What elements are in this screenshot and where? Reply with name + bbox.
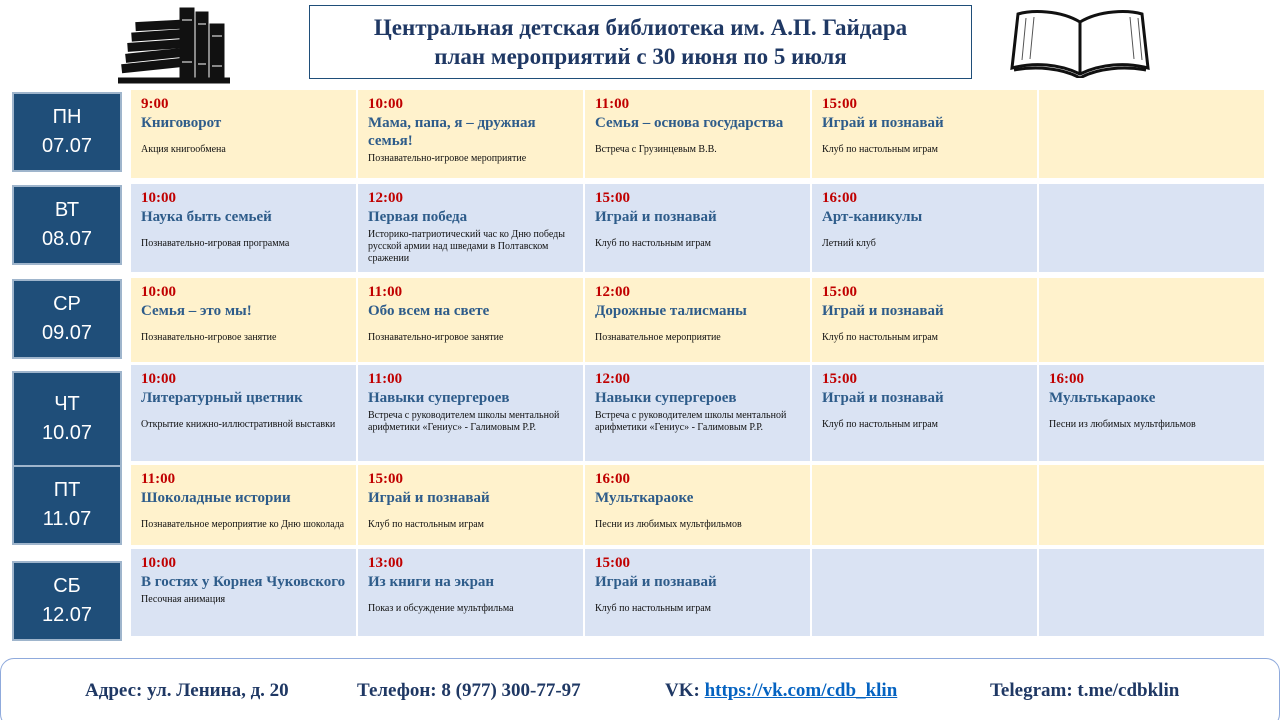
schedule-row [130,278,1265,362]
event-time: 15:00 [595,190,630,206]
schedule-row [130,365,1265,461]
event-cell [1038,90,1265,178]
schedule-row [130,184,1265,272]
event-cell [811,365,1038,461]
event-cell [584,465,811,545]
event-time: 16:00 [1049,371,1084,387]
event-cell [130,465,357,545]
event-cell [584,184,811,272]
day-date: 11.07 [42,508,92,530]
event-cell [1038,549,1265,636]
event-cell [811,90,1038,178]
title-line-1: Центральная детская библиотека им. А.П. Гайдара [373,15,908,40]
day-date: 08.07 [41,228,93,250]
event-title: Литературный цветник [141,390,303,406]
day-of-week: ЧТ [54,393,80,415]
event-title: В гостях у Корнея Чуковского [141,574,346,590]
event-title: Первая победа [368,209,468,225]
event-desc: Клуб по настольным играм [822,332,938,343]
event-cell [584,549,811,636]
event-desc: Встреча с руководителем школы ментальной арифметики «Гениус» - Галимовым Р.Р. [368,410,560,433]
event-title: Дорожные талисманы [595,303,747,319]
event-desc: Песни из любимых мультфильмов [1049,419,1196,430]
event-time: 13:00 [368,555,403,571]
event-cell [130,365,357,461]
event-time: 12:00 [595,284,630,300]
event-desc: Познавательно-игровое занятие [141,332,277,343]
event-title: Наука быть семьей [141,209,272,225]
event-desc: Песочная анимация [141,594,226,605]
vk-link[interactable]: https://vk.com/cdb_klin [704,680,898,701]
event-cell [130,90,357,178]
event-time: 9:00 [141,96,169,112]
event-title: Шоколадные истории [141,490,291,506]
event-title: Играй и познавай [595,574,717,590]
event-title: Навыки супергероев [595,390,737,406]
event-title: Играй и познавай [822,303,944,319]
event-desc: Открытие книжно-иллюстративной выставки [141,419,336,430]
event-cell [357,365,584,461]
event-title: Семья – это мы! [141,303,252,319]
phone-text: Телефон: 8 (977) 300-77-97 [357,680,581,701]
telegram-text: Telegram: t.me/cdbklin [990,680,1180,701]
schedule-row [130,549,1265,636]
day-of-week: СБ [53,575,81,597]
event-time: 16:00 [595,471,630,487]
event-desc: Клуб по настольным играм [595,603,711,614]
event-time: 10:00 [368,96,403,112]
event-title: Навыки супергероев [368,390,510,406]
day-date: 07.07 [41,135,93,157]
event-time: 10:00 [141,190,176,206]
vk-contact [665,680,897,702]
event-cell [357,90,584,178]
day-of-week: ПН [52,106,82,128]
event-desc: Песни из любимых мультфильмов [595,519,742,530]
event-desc: Клуб по настольным играм [822,419,938,430]
event-desc: Встреча с руководителем школы ментальной арифметики «Гениус» - Галимовым Р.Р. [595,410,787,433]
event-cell [357,184,584,272]
event-time: 15:00 [822,371,857,387]
books-stack-icon [118,2,230,84]
event-title: Арт-каникулы [822,209,923,225]
event-desc: Познавательно-игровая программа [141,238,290,249]
event-title: Мультькараоке [1049,390,1156,406]
day-date: 09.07 [41,322,93,344]
event-cell [130,549,357,636]
day-of-week: ПТ [53,479,81,501]
event-desc: Клуб по настольным играм [368,519,484,530]
event-time: 12:00 [368,190,403,206]
day-date: 10.07 [41,422,93,444]
event-desc: Познавательно-игровое занятие [368,332,504,343]
event-cell [811,465,1038,545]
event-time: 15:00 [595,555,630,571]
event-time: 12:00 [595,371,630,387]
event-time: 15:00 [368,471,403,487]
schedule-row [130,90,1265,178]
day-label [12,465,122,545]
event-title: Семья – основа государства [595,115,784,131]
event-cell [1038,184,1265,272]
event-desc: Познавательное мероприятие ко Дню шоколада [141,519,345,530]
event-time: 15:00 [822,284,857,300]
event-title: Играй и познавай [822,115,944,131]
event-title: Играй и познавай [595,209,717,225]
event-desc: Встреча с Грузинцевым В.В. [595,144,717,155]
title-line-2: план мероприятий с 30 июня по 5 июля [434,44,847,69]
event-cell [1038,465,1265,545]
event-time: 11:00 [141,471,176,487]
event-time: 16:00 [822,190,857,206]
event-time: 10:00 [141,371,176,387]
event-title: Книговорот [141,115,222,131]
event-time: 10:00 [141,555,176,571]
day-date: 12.07 [41,604,93,626]
schedule-row [130,465,1265,545]
vk-label: VK: [665,680,705,701]
event-cell [811,184,1038,272]
day-of-week: ВТ [54,199,80,221]
event-cell [1038,278,1265,362]
event-desc: Клуб по настольным играм [595,238,711,249]
event-desc: Акция книгообмена [141,144,226,155]
event-time: 11:00 [368,371,403,387]
contacts-footer [0,658,1280,720]
day-label [12,371,122,467]
event-time: 11:00 [368,284,403,300]
event-desc: Показ и обсуждение мультфильма [368,603,514,614]
event-title: Играй и познавай [368,490,490,506]
event-cell [130,278,357,362]
event-title: Мама, папа, я – дружная семья! [368,115,536,149]
event-desc: Летний клуб [822,238,876,249]
address-text: Адрес: ул. Ленина, д. 20 [85,680,289,701]
day-label [12,92,122,172]
event-time: 11:00 [595,96,630,112]
event-cell [584,90,811,178]
event-cell [130,184,357,272]
event-cell [1038,365,1265,461]
event-cell [811,278,1038,362]
event-title: Мульткараоке [595,490,694,506]
day-label [12,561,122,641]
event-cell [811,549,1038,636]
event-title: Из книги на экран [368,574,495,590]
event-cell [357,549,584,636]
day-label [12,279,122,359]
event-desc: Клуб по настольным играм [822,144,938,155]
open-book-icon [1010,4,1150,78]
event-desc: Познавательно-игровое мероприятие [368,153,527,164]
event-title: Играй и познавай [822,390,944,406]
event-time: 15:00 [822,96,857,112]
event-cell [357,465,584,545]
event-desc: Познавательное мероприятие [595,332,721,343]
event-title: Обо всем на свете [368,303,490,319]
event-time: 10:00 [141,284,176,300]
event-cell [584,365,811,461]
day-of-week: СР [53,293,81,315]
event-desc: Историко-патриотический час ко Дню победы русской армии над шведами в Полтавском сражении [368,229,565,264]
event-cell [357,278,584,362]
day-label [12,185,122,265]
event-cell [584,278,811,362]
page-title [309,5,972,79]
